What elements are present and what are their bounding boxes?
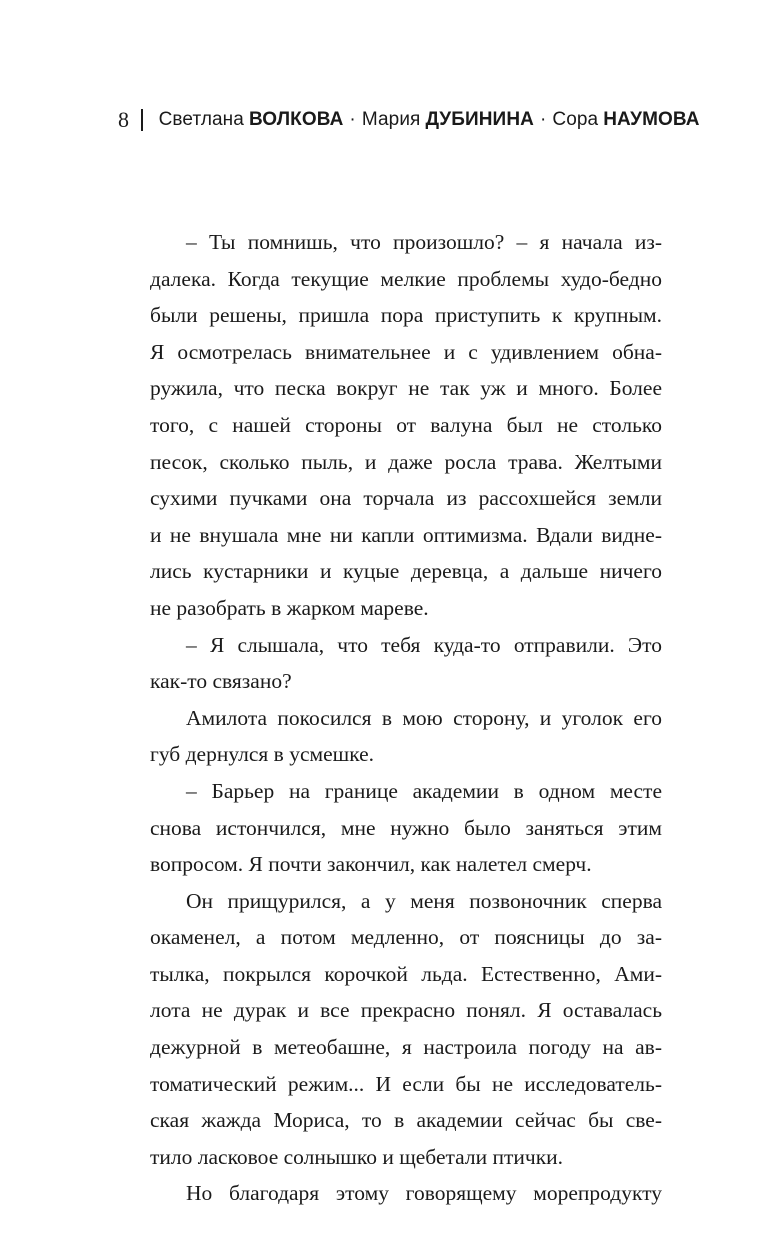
author-separator: · — [349, 109, 356, 130]
text-line: лись кустарники и куцые деревца, а дальше ничего — [150, 559, 662, 584]
running-head — [118, 106, 700, 134]
text-line: того, с нашей стороны от валуна был не столько — [150, 412, 662, 437]
text-line: Амилота покосился в мою сторону, и уголок его — [186, 705, 662, 730]
text-line: окаменел, а потом медленно, от поясницы до за- — [150, 925, 662, 950]
author-family-name: НАУМОВА — [603, 109, 700, 130]
text-line: дежурной в метеобашне, я настроила погоду на ав- — [150, 1035, 662, 1060]
page-number: 8 — [118, 107, 130, 132]
text-line: тылка, покрылся корочкой льда. Естественно, Ами- — [150, 961, 662, 986]
text-line: лота не дурак и все прекрасно понял. Я оставалась — [150, 998, 662, 1023]
body-text — [150, 224, 662, 1212]
author-given-name: Светлана — [158, 109, 244, 130]
author-separator: · — [539, 109, 547, 130]
text-line: и не внушала мне ни капли оптимизма. Вдали видне- — [150, 522, 662, 547]
text-line: томатический режим... И если бы не исследователь- — [150, 1071, 662, 1096]
text-line: песок, сколько пыль, и даже росла трава. Желтыми — [150, 449, 662, 474]
text-line: Я осмотрелась внимательнее и с удивлением обна- — [150, 339, 662, 364]
header-divider — [141, 109, 143, 131]
text-line: тило ласковое солнышко и щебетали птички. — [150, 1144, 564, 1169]
text-line: сухими пучками она торчала из рассохшейся земли — [150, 486, 662, 511]
text-line: – Ты помнишь, что произошло? – я начала из- — [186, 230, 662, 254]
text-line: далека. Когда текущие мелкие проблемы худо-бедно — [150, 266, 662, 291]
text-line: вопросом. Я почти закончил, как налетел смерч. — [150, 852, 592, 877]
author-given-name: Сора — [552, 109, 599, 130]
text-line: – Я слышала, что тебя куда-то отправили. Это — [186, 632, 662, 657]
text-line: были решены, пришла пора приступить к крупным. — [150, 303, 662, 328]
text-line: ская жажда Мориса, то в академии сейчас бы све- — [150, 1108, 662, 1133]
text-line: Но благодаря этому говорящему морепродукту — [186, 1181, 662, 1206]
text-line: снова истончился, мне нужно было заняться этим — [150, 815, 662, 840]
text-line: ружила, что песка вокруг не так уж и много. Более — [150, 376, 662, 401]
author-given-name: Мария — [361, 109, 421, 130]
text-line: не разобрать в жарком мареве. — [150, 595, 429, 620]
text-line: – Барьер на границе академии в одном месте — [186, 778, 662, 803]
text-line: Он прищурился, а у меня позвоночник сперва — [186, 888, 662, 913]
text-line: как-то связано? — [150, 669, 292, 694]
text-line: губ дернулся в усмешке. — [150, 742, 375, 767]
author-family-name: ВОЛКОВА — [248, 109, 344, 130]
author-family-name: ДУБИНИНА — [425, 109, 534, 130]
